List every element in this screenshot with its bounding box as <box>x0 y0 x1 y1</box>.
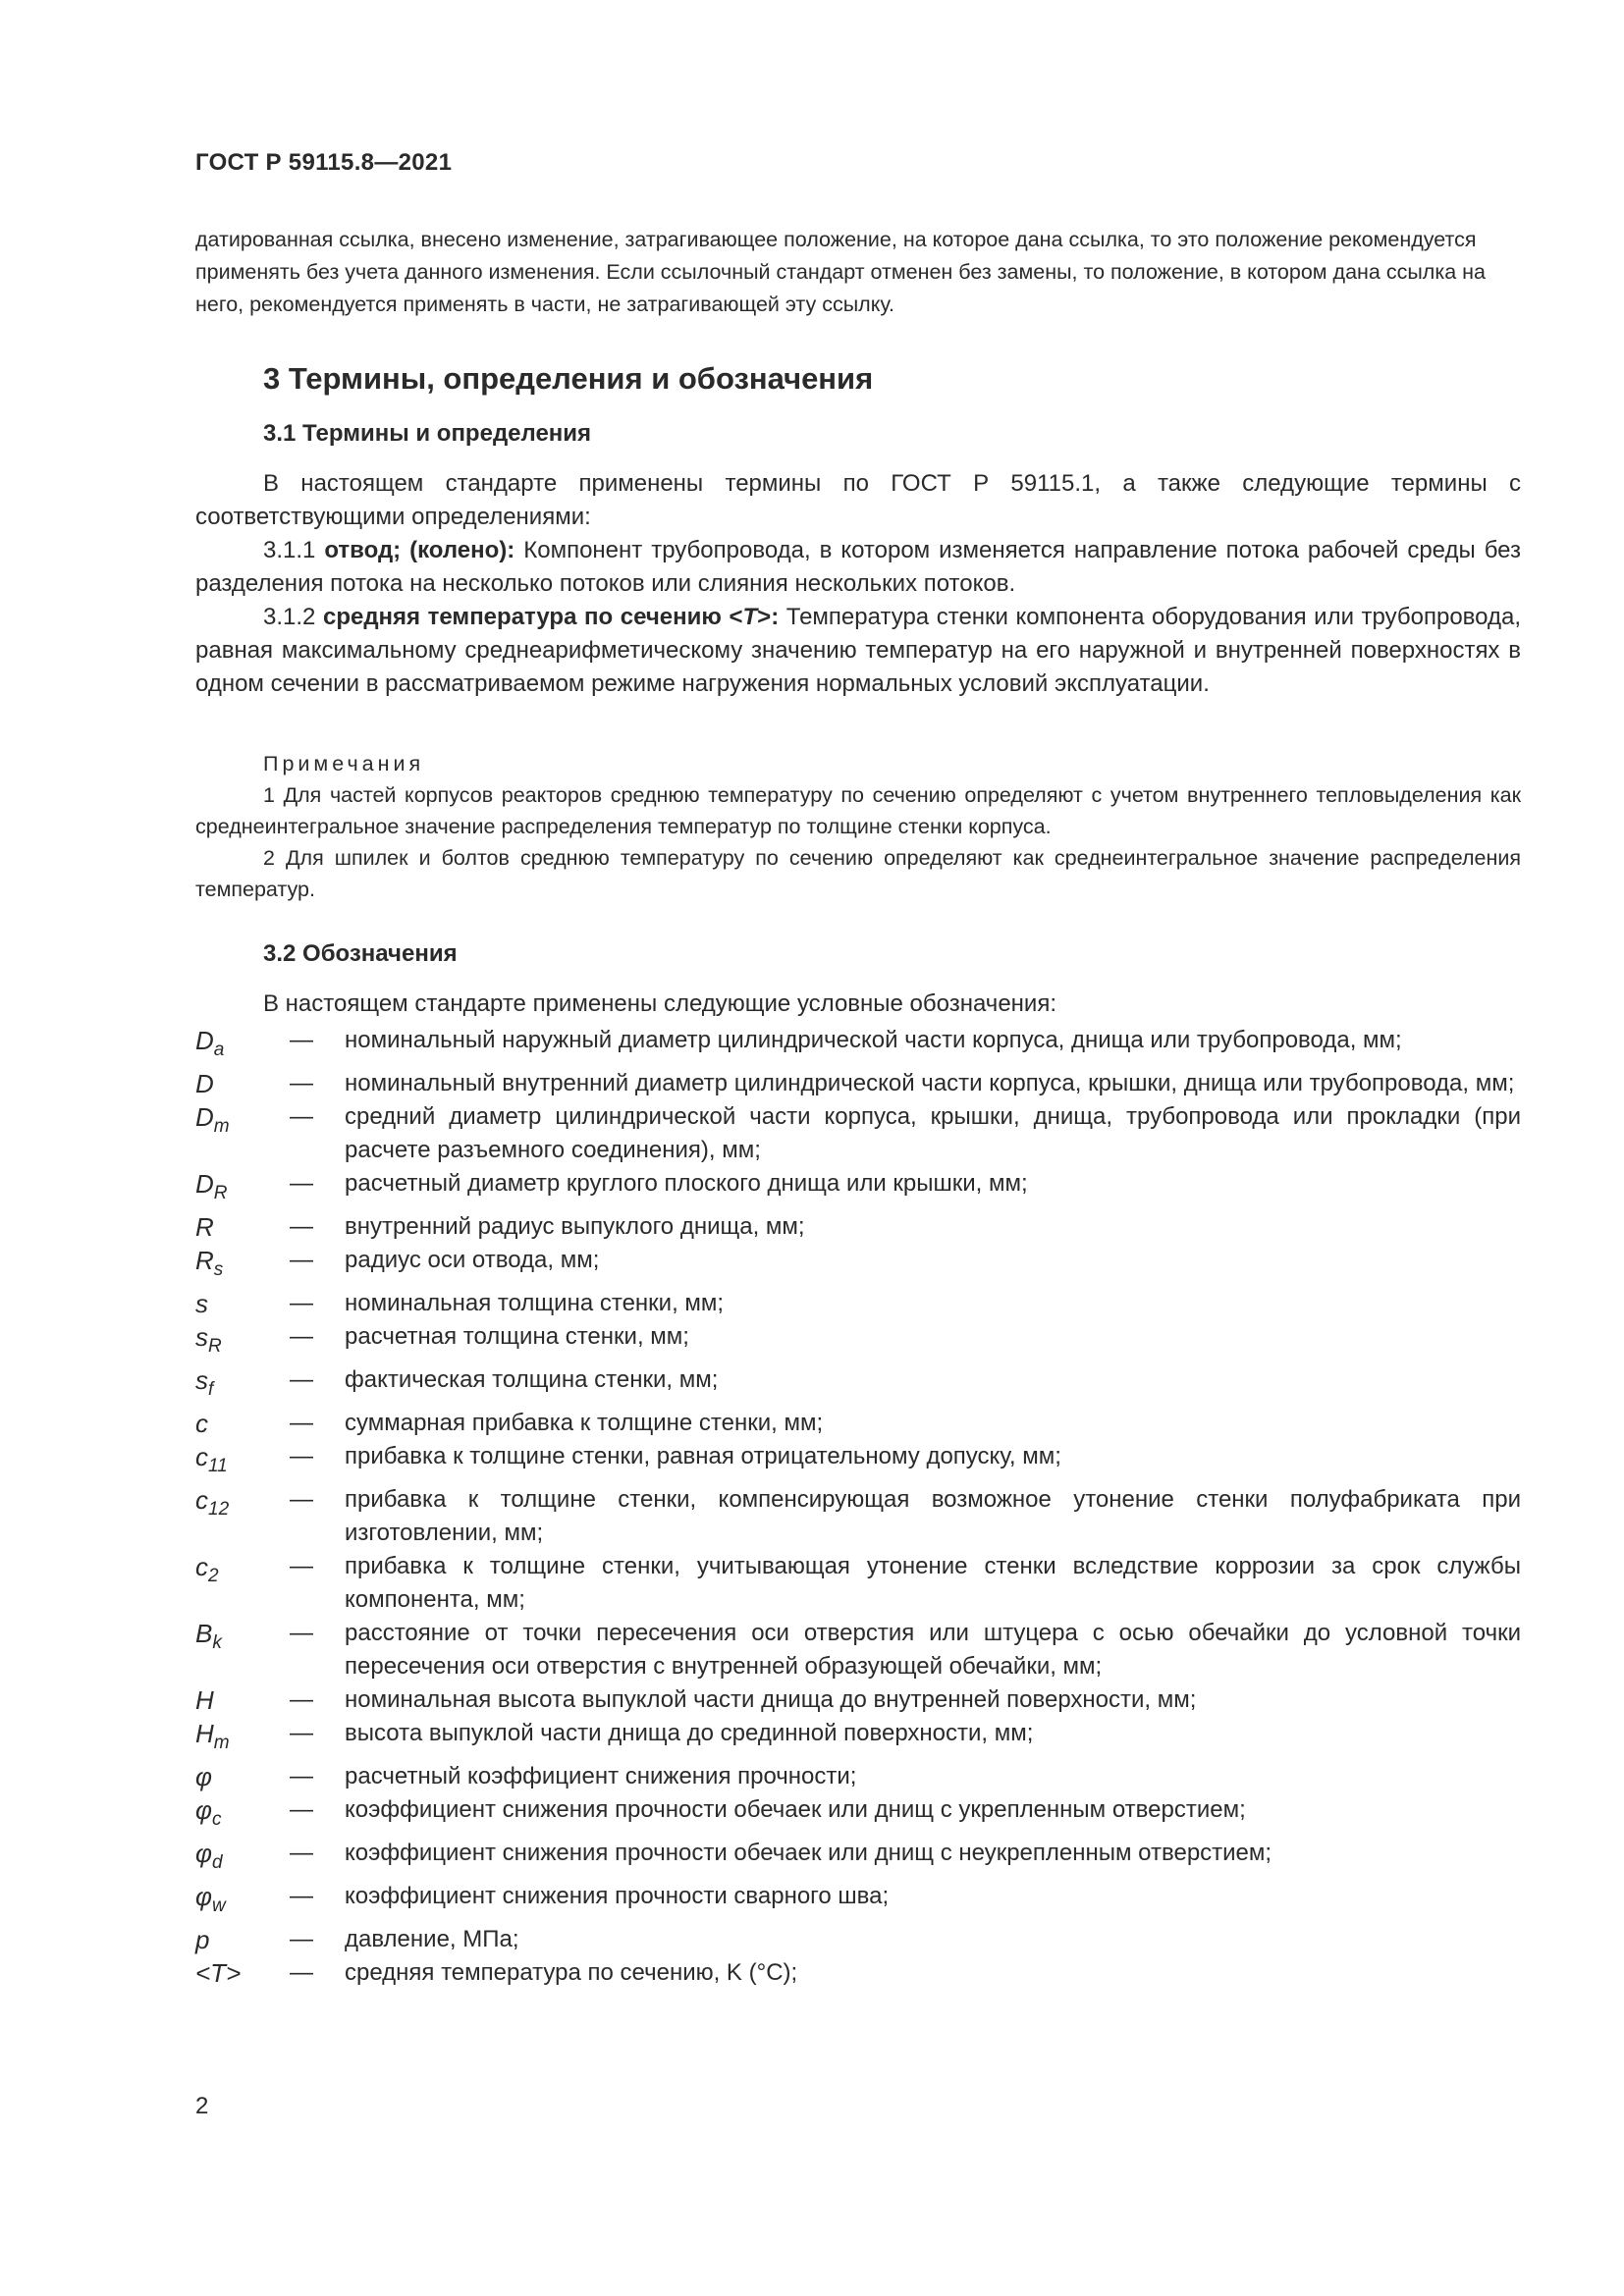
symbol-dash: — <box>290 1720 313 1746</box>
symbol-row <box>195 1440 1521 1483</box>
symbol-description: средняя температура по сечению, K (°C); <box>345 1959 798 1986</box>
symbol-base: s <box>195 1365 208 1395</box>
note-2: 2 Для шпилек и болтов среднюю температуру по сечению определяют как среднеинтегральное значение распределения температур. <box>195 846 1521 901</box>
symbol-row <box>195 1363 1521 1407</box>
symbol-row <box>195 1287 1521 1320</box>
symbol-dash: — <box>290 1883 313 1909</box>
term-name-part: средняя температура по сечению < <box>322 604 743 630</box>
symbol-row <box>195 1407 1521 1440</box>
symbol-base: c <box>195 1442 208 1471</box>
symbol-description: номинальный наружный диаметр цилиндрической части корпуса, днища или трубопровода, мм; <box>345 1027 1402 1053</box>
terms-intro: В настоящем стандарте применены термины по ГОСТ Р 59115.1, а также следующие термины с соответствующими определениями: <box>195 470 1521 530</box>
symbol-dash: — <box>290 1323 313 1350</box>
symbol-description: фактическая толщина стенки, мм; <box>345 1366 719 1393</box>
symbol-dash: — <box>290 1840 313 1866</box>
symbol-dash: — <box>290 1620 313 1646</box>
symbol-row <box>195 1483 1521 1550</box>
notes-block <box>195 748 1521 905</box>
symbol-base: D <box>195 1026 214 1055</box>
symbols-intro: В настоящем стандарте применены следующие условные обозначения: <box>263 990 1056 1017</box>
symbol <box>195 1793 290 1837</box>
symbol-row <box>195 1244 1521 1287</box>
symbol-subscript: 12 <box>208 1499 230 1520</box>
symbol-row <box>195 1024 1521 1067</box>
symbol-row <box>195 1717 1521 1760</box>
symbol-description: прибавка к толщине стенки, учитывающая утонение стенки вследствие коррозии за срок службы компонента, мм; <box>345 1553 1521 1613</box>
symbol-subscript: 11 <box>208 1456 228 1476</box>
symbol <box>195 1617 290 1660</box>
symbol-subscript: m <box>213 1116 230 1137</box>
symbol-subscript: m <box>213 1733 230 1753</box>
symbol-subscript: w <box>211 1896 226 1916</box>
subsection-title-symbols: 3.2 Обозначения <box>263 940 458 967</box>
symbol-description: внутренний радиус выпуклого днища, мм; <box>345 1213 805 1240</box>
symbol-subscript: a <box>213 1040 225 1060</box>
symbol-base: R <box>195 1246 214 1275</box>
symbol <box>195 1880 290 1923</box>
symbol-row <box>195 1923 1521 1956</box>
symbol-base: s <box>195 1289 208 1318</box>
symbol-base: D <box>195 1169 214 1199</box>
term-3-1-2 <box>195 601 1521 701</box>
symbol-description: номинальный внутренний диаметр цилиндрической части корпуса, крышки, днища или трубопровода, мм; <box>345 1070 1515 1096</box>
symbol-description: давление, МПа; <box>345 1926 519 1952</box>
symbol <box>195 1483 290 1526</box>
symbol-dash: — <box>290 1763 313 1789</box>
symbol <box>195 1363 290 1407</box>
term-name: отвод; (колено): <box>324 537 515 563</box>
symbol-row <box>195 1617 1521 1683</box>
symbol-description: прибавка к толщине стенки, компенсирующая возможное утонение стенки полуфабриката при изготовлении, мм; <box>345 1486 1521 1546</box>
symbol-description: расстояние от точки пересечения оси отверстия или штуцера с осью обечайки до условной точки пересечения оси отверстия с внутренней образующей обечайки, мм; <box>345 1620 1521 1680</box>
symbol-row <box>195 1100 1521 1167</box>
symbol-base: φ <box>195 1795 212 1825</box>
symbol-description: средний диаметр цилиндрической части корпуса, крышки, днища, трубопровода или прокладки (при расчете разъемного соединения), мм; <box>345 1103 1521 1163</box>
symbol-subscript: R <box>208 1336 222 1357</box>
symbol-row <box>195 1550 1521 1617</box>
term-number: 3.1.1 <box>263 537 325 563</box>
symbol-row <box>195 1793 1521 1837</box>
symbol-subscript: R <box>213 1183 228 1203</box>
symbol-base: R <box>195 1212 214 1242</box>
symbol-description: коэффициент снижения прочности сварного шва; <box>345 1883 890 1909</box>
symbol-base: c <box>195 1409 208 1438</box>
symbol <box>195 1100 290 1144</box>
symbol-row <box>195 1167 1521 1210</box>
symbol <box>195 1923 290 1956</box>
subsection-title-terms: 3.1 Термины и определения <box>263 420 592 447</box>
symbol-dash: — <box>290 1686 313 1713</box>
symbol-row <box>195 1210 1521 1244</box>
symbol-dash: — <box>290 1170 313 1197</box>
symbol-dash: — <box>290 1213 313 1240</box>
symbol <box>195 1244 290 1287</box>
symbol-description: прибавка к толщине стенки, равная отрицательному допуску, мм; <box>345 1443 1061 1469</box>
term-name <box>323 604 779 630</box>
term-3-1-1 <box>195 534 1521 601</box>
page-number: 2 <box>195 2093 209 2119</box>
terms-block <box>195 467 1521 701</box>
symbol <box>195 1837 290 1880</box>
symbol-row <box>195 1956 1521 1990</box>
term-definition: Температура стенки компонента оборудования или трубопровода, равная максимальному среднеарифметическому значению температур на его наружной и внутренней поверхностях в одном сечении в рассматриваемом режиме нагружения нормальных условий эксплуатации. <box>195 604 1522 697</box>
symbol-dash: — <box>290 1926 313 1952</box>
symbol-base: c <box>195 1485 208 1515</box>
term-name-part: >: <box>757 604 780 630</box>
symbol-dash: — <box>290 1410 313 1436</box>
notes-title: Примечания <box>263 752 425 775</box>
symbol-base: φ <box>195 1762 212 1791</box>
term-number: 3.1.2 <box>263 604 323 630</box>
symbol-base: H <box>195 1685 214 1715</box>
symbol <box>195 1407 290 1440</box>
symbol-description: высота выпуклой части днища до срединной поверхности, мм; <box>345 1720 1034 1746</box>
symbol-subscript: s <box>213 1259 224 1280</box>
symbol-dash: — <box>290 1103 313 1130</box>
symbol-dash: — <box>290 1027 313 1053</box>
symbol-dash: — <box>290 1366 313 1393</box>
symbol <box>195 1287 290 1320</box>
symbol-base: H <box>195 1719 214 1748</box>
symbol-base: c <box>195 1552 208 1581</box>
symbol-dash: — <box>290 1290 313 1316</box>
symbol-dash: — <box>290 1443 313 1469</box>
symbol-row <box>195 1760 1521 1793</box>
symbol-dash: — <box>290 1070 313 1096</box>
symbol <box>195 1440 290 1483</box>
symbol-base: s <box>195 1322 208 1352</box>
page-header: ГОСТ Р 59115.8—2021 <box>195 149 453 176</box>
symbol <box>195 1956 290 1990</box>
symbols-list <box>195 1024 1521 1990</box>
symbol <box>195 1717 290 1760</box>
intro-paragraph <box>195 224 1521 321</box>
symbol-base: φ <box>195 1882 212 1911</box>
symbol-dash: — <box>290 1796 313 1823</box>
symbol <box>195 1320 290 1363</box>
symbol-description: коэффициент снижения прочности обечаек или днищ с неукрепленным отверстием; <box>345 1840 1272 1866</box>
symbol <box>195 1024 290 1067</box>
symbol-subscript: 2 <box>208 1566 219 1586</box>
symbol-row <box>195 1320 1521 1363</box>
symbol-row <box>195 1067 1521 1100</box>
intro-text: датированная ссылка, внесено изменение, затрагивающее положение, на которое дана ссылка, то это положение рекомендуется применять без учета данного изменения. Если ссылочный стандарт отменен без замены, то положение, в котором дана ссылка на него, рекомендуется применять в части, не затрагивающей эту ссылку. <box>195 228 1486 316</box>
symbol <box>195 1210 290 1244</box>
symbol-subscript: d <box>211 1852 223 1873</box>
symbol-dash: — <box>290 1247 313 1273</box>
symbol-dash: — <box>290 1959 313 1986</box>
symbol-description: расчетная толщина стенки, мм; <box>345 1323 689 1350</box>
symbol-base: <T> <box>195 1958 242 1988</box>
symbol <box>195 1760 290 1793</box>
symbol-subscript: k <box>212 1632 222 1653</box>
symbol-base: D <box>195 1069 214 1098</box>
note-1: 1 Для частей корпусов реакторов среднюю температуру по сечению определяют с учетом внутреннего тепловыделения как среднеинтегральное значение распределения температур по толщине стенки корпуса. <box>195 783 1521 838</box>
symbol-description: коэффициент снижения прочности обечаек или днищ с укрепленным отверстием; <box>345 1796 1246 1823</box>
symbol-row <box>195 1683 1521 1717</box>
symbol <box>195 1067 290 1100</box>
symbol-base: p <box>195 1925 210 1954</box>
section-title: 3 Термины, определения и обозначения <box>263 361 874 396</box>
symbol-subscript: c <box>211 1809 222 1830</box>
symbol-subscript: f <box>208 1379 214 1400</box>
symbol-base: B <box>195 1619 213 1648</box>
symbol-dash: — <box>290 1553 313 1579</box>
term-definition: Компонент трубопровода, в котором изменяется направление потока рабочей среды без разделения потока на несколько потоков или слияния нескольких потоков. <box>195 537 1522 597</box>
symbol-description: расчетный коэффициент снижения прочности; <box>345 1763 857 1789</box>
symbol-row <box>195 1880 1521 1923</box>
symbol-base: D <box>195 1102 214 1132</box>
symbol-description: суммарная прибавка к толщине стенки, мм; <box>345 1410 824 1436</box>
symbol-description: номинальная толщина стенки, мм; <box>345 1290 725 1316</box>
symbol <box>195 1550 290 1593</box>
symbol <box>195 1167 290 1210</box>
symbol-description: номинальная высота выпуклой части днища до внутренней поверхности, мм; <box>345 1686 1197 1713</box>
symbol-description: расчетный диаметр круглого плоского днища или крышки, мм; <box>345 1170 1028 1197</box>
symbol-base: φ <box>195 1839 212 1868</box>
symbol-dash: — <box>290 1486 313 1513</box>
symbol <box>195 1683 290 1717</box>
symbol-row <box>195 1837 1521 1880</box>
term-name-symbol: T <box>742 604 758 630</box>
symbol-description: радиус оси отвода, мм; <box>345 1247 600 1273</box>
